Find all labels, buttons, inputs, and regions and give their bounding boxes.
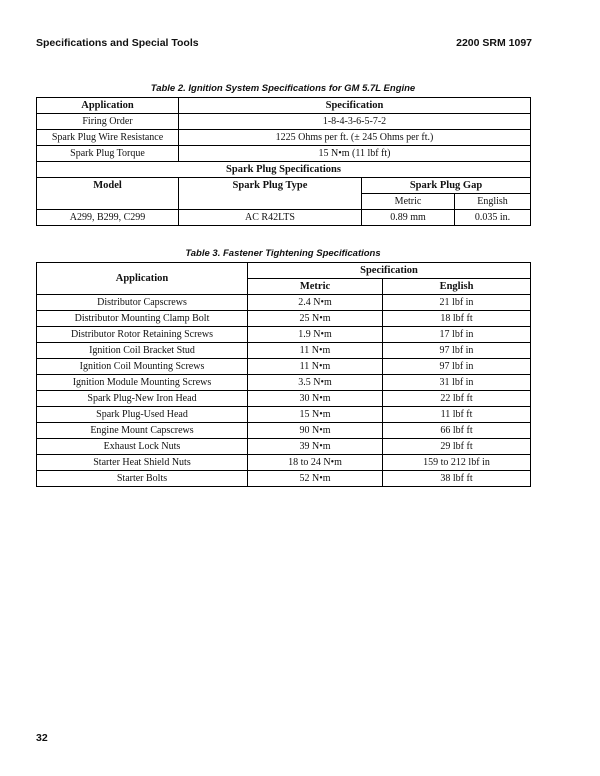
table3-cell-metric: 25 N•m — [248, 311, 383, 327]
table2-cell-plug-type: AC R42LTS — [179, 210, 362, 226]
table3-cell-application: Distributor Mounting Clamp Bolt — [37, 311, 248, 327]
table2-cell-spec: 1225 Ohms per ft. (± 245 Ohms per ft.) — [179, 130, 531, 146]
table2-cell-application: Firing Order — [37, 114, 179, 130]
fastener-spec-table — [36, 262, 531, 487]
table2-row — [37, 114, 531, 130]
table2-row — [37, 130, 531, 146]
table3-cell-application: Distributor Capscrews — [37, 295, 248, 311]
table3-cell-application: Ignition Module Mounting Screws — [37, 375, 248, 391]
table3-cell-metric: 39 N•m — [248, 439, 383, 455]
table3-row — [37, 471, 531, 487]
table3-cell-english: 38 lbf ft — [383, 471, 531, 487]
table3-cell-application: Starter Heat Shield Nuts — [37, 455, 248, 471]
table3-cell-metric: 90 N•m — [248, 423, 383, 439]
page-number: 32 — [36, 732, 48, 744]
table3-cell-english: 18 lbf ft — [383, 311, 531, 327]
table3-cell-metric: 11 N•m — [248, 343, 383, 359]
table3-cell-english: 31 lbf in — [383, 375, 531, 391]
table3-cell-application: Exhaust Lock Nuts — [37, 439, 248, 455]
table2-cell-spec: 15 N•m (11 lbf ft) — [179, 146, 531, 162]
table3-row — [37, 407, 531, 423]
table3-row — [37, 327, 531, 343]
table3-row — [37, 439, 531, 455]
running-header-doc-id: 2200 SRM 1097 — [456, 37, 532, 49]
table3-cell-english: 97 lbf in — [383, 343, 531, 359]
table3-cell-metric: 52 N•m — [248, 471, 383, 487]
table3-cell-english: 11 lbf ft — [383, 407, 531, 423]
running-header-title: Specifications and Special Tools — [36, 37, 199, 49]
table2-header-plug-type: Spark Plug Type — [179, 178, 362, 210]
table3-cell-metric: 18 to 24 N•m — [248, 455, 383, 471]
table3-cell-metric: 1.9 N•m — [248, 327, 383, 343]
table3-cell-english: 29 lbf ft — [383, 439, 531, 455]
table3-cell-application: Spark Plug-New Iron Head — [37, 391, 248, 407]
table3-cell-application: Distributor Rotor Retaining Screws — [37, 327, 248, 343]
table2-plug-row — [37, 210, 531, 226]
ignition-spec-table — [36, 97, 531, 226]
table3-header-english: English — [383, 279, 531, 295]
table3-cell-application: Engine Mount Capscrews — [37, 423, 248, 439]
table3-row — [37, 343, 531, 359]
table2-header-specification: Specification — [179, 98, 531, 114]
table3-cell-english: 66 lbf ft — [383, 423, 531, 439]
table3-cell-metric: 3.5 N•m — [248, 375, 383, 391]
table3-cell-english: 22 lbf ft — [383, 391, 531, 407]
table3-header-metric: Metric — [248, 279, 383, 295]
table3-cell-english: 17 lbf in — [383, 327, 531, 343]
table3-cell-english: 21 lbf in — [383, 295, 531, 311]
table2-cell-application: Spark Plug Wire Resistance — [37, 130, 179, 146]
table3-row — [37, 295, 531, 311]
table2-cell-model: A299, B299, C299 — [37, 210, 179, 226]
table2-cell-gap-english: 0.035 in. — [455, 210, 531, 226]
table3-row — [37, 375, 531, 391]
table2-header-english: English — [455, 194, 531, 210]
table2-cell-application: Spark Plug Torque — [37, 146, 179, 162]
table3-row — [37, 359, 531, 375]
table2-header-metric: Metric — [362, 194, 455, 210]
table2-header-application: Application — [37, 98, 179, 114]
table3-cell-metric: 30 N•m — [248, 391, 383, 407]
table3-cell-metric: 15 N•m — [248, 407, 383, 423]
table2-cell-gap-metric: 0.89 mm — [362, 210, 455, 226]
table2-header-model: Model — [37, 178, 179, 210]
table3-cell-metric: 11 N•m — [248, 359, 383, 375]
table2-caption: Table 2. Ignition System Specifications for GM 5.7L Engine — [150, 83, 416, 94]
table3-header-application: Application — [37, 263, 248, 295]
table3-row — [37, 455, 531, 471]
table3-row — [37, 391, 531, 407]
table2-cell-spec: 1-8-4-3-6-5-7-2 — [179, 114, 531, 130]
table3-cell-metric: 2.4 N•m — [248, 295, 383, 311]
table3-cell-application: Starter Bolts — [37, 471, 248, 487]
table3-cell-application: Spark Plug-Used Head — [37, 407, 248, 423]
table2-row — [37, 146, 531, 162]
table3-row — [37, 423, 531, 439]
table3-row — [37, 311, 531, 327]
table3-caption: Table 3. Fastener Tightening Specifications — [185, 248, 381, 259]
table3-cell-english: 97 lbf in — [383, 359, 531, 375]
table3-cell-application: Ignition Coil Bracket Stud — [37, 343, 248, 359]
table3-header-specification: Specification — [248, 263, 531, 279]
table3-cell-application: Ignition Coil Mounting Screws — [37, 359, 248, 375]
table2-header-plug-gap: Spark Plug Gap — [362, 178, 531, 194]
spark-plug-subheading: Spark Plug Specifications — [37, 162, 531, 178]
table3-cell-english: 159 to 212 lbf in — [383, 455, 531, 471]
